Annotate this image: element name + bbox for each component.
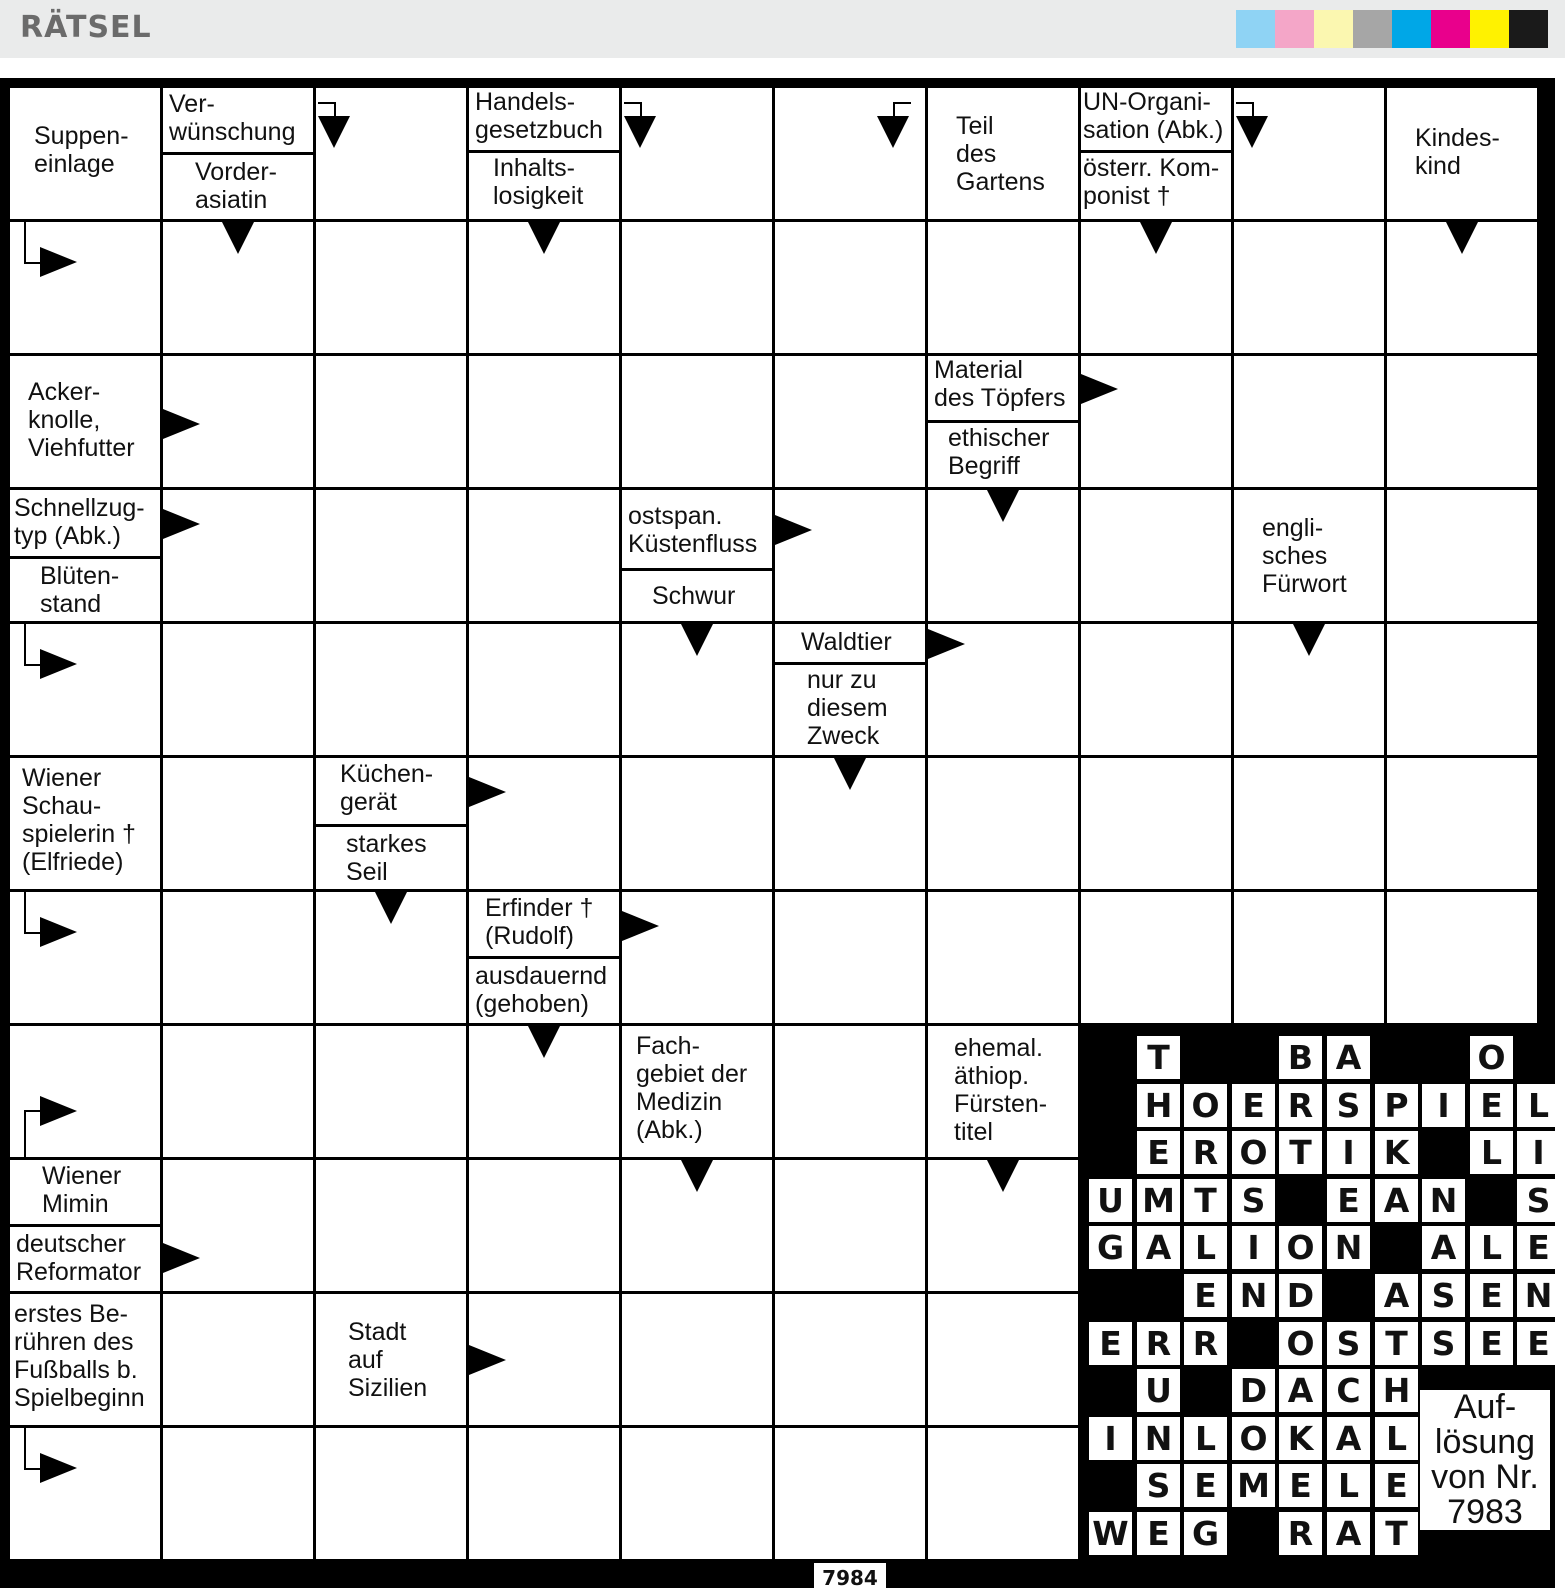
solution-letter: E bbox=[1184, 1274, 1227, 1317]
grid-cell[interactable] bbox=[1081, 892, 1231, 1023]
clue-text: Handels- gesetzbuch bbox=[475, 88, 603, 144]
grid-cell[interactable] bbox=[622, 222, 772, 353]
solution-letter: N bbox=[1327, 1226, 1370, 1269]
clue-text: Blüten- stand bbox=[40, 562, 120, 618]
grid-cell[interactable] bbox=[1081, 356, 1231, 487]
solution-letter: T bbox=[1375, 1512, 1418, 1555]
arrow-right-icon bbox=[469, 777, 506, 807]
grid-cell[interactable] bbox=[10, 1026, 160, 1157]
solution-letter: B bbox=[1279, 1036, 1322, 1079]
grid-cell[interactable] bbox=[163, 1294, 313, 1425]
grid-cell[interactable] bbox=[775, 490, 925, 621]
grid-cell[interactable] bbox=[775, 1428, 925, 1559]
grid-cell[interactable] bbox=[1387, 490, 1537, 621]
solution-letter: L bbox=[1327, 1464, 1370, 1507]
grid-cell[interactable] bbox=[928, 892, 1078, 1023]
arrow-right-icon bbox=[163, 509, 200, 539]
elbow-arrow-icon bbox=[624, 116, 656, 148]
solution-letter: E bbox=[1470, 1084, 1513, 1127]
solution-letter: H bbox=[1137, 1084, 1180, 1127]
solution-letter: R bbox=[1279, 1512, 1322, 1555]
grid-cell[interactable] bbox=[1081, 88, 1231, 219]
grid-cell[interactable] bbox=[316, 222, 466, 353]
solution-letter: O bbox=[1279, 1226, 1322, 1269]
elbow-arrow-icon bbox=[40, 1453, 77, 1483]
clue-divider bbox=[163, 152, 313, 155]
grid-cell[interactable] bbox=[163, 1160, 313, 1291]
solution-letter: T bbox=[1279, 1131, 1322, 1174]
grid-cell[interactable] bbox=[163, 88, 313, 219]
grid-cell[interactable] bbox=[469, 1428, 619, 1559]
solution-letter: A bbox=[1375, 1274, 1418, 1317]
grid-cell[interactable] bbox=[10, 1160, 160, 1291]
grid-cell[interactable] bbox=[1387, 758, 1537, 889]
solution-letter: S bbox=[1327, 1322, 1370, 1365]
solution-letter: I bbox=[1232, 1226, 1275, 1269]
grid-cell[interactable] bbox=[775, 222, 925, 353]
grid-cell[interactable] bbox=[316, 1026, 466, 1157]
arrow-down-icon bbox=[528, 222, 560, 254]
solution-letter: P bbox=[1375, 1084, 1418, 1127]
clue-text: Erfinder † (Rudolf) bbox=[485, 894, 594, 950]
solution-letter: I bbox=[1327, 1131, 1370, 1174]
solution-letter: O bbox=[1232, 1131, 1275, 1174]
arrow-down-icon bbox=[222, 222, 254, 254]
solution-letter: N bbox=[1422, 1179, 1465, 1222]
solution-letter: A bbox=[1327, 1417, 1370, 1460]
grid-cell[interactable] bbox=[1234, 758, 1384, 889]
grid-cell[interactable] bbox=[622, 88, 772, 219]
solution-letter: E bbox=[1089, 1322, 1132, 1365]
grid-cell[interactable] bbox=[10, 88, 160, 219]
solution-letter: L bbox=[1375, 1417, 1418, 1460]
color-swatch bbox=[1392, 10, 1431, 48]
clue-text: österr. Kom- ponist † bbox=[1083, 154, 1220, 210]
solution-letter: R bbox=[1184, 1322, 1227, 1365]
clue-text: Schwur bbox=[652, 582, 736, 610]
grid-cell[interactable] bbox=[163, 758, 313, 889]
grid-cell[interactable] bbox=[163, 892, 313, 1023]
grid-cell[interactable] bbox=[1387, 624, 1537, 755]
grid-cell[interactable] bbox=[1387, 88, 1537, 219]
solution-letter: E bbox=[1184, 1464, 1227, 1507]
solution-letter: E bbox=[1232, 1084, 1275, 1127]
clue-text: deutscher Reformator bbox=[16, 1230, 142, 1286]
grid-cell[interactable] bbox=[1234, 892, 1384, 1023]
grid-cell[interactable] bbox=[163, 222, 313, 353]
arrow-down-icon bbox=[681, 624, 713, 656]
solution-letter: T bbox=[1375, 1322, 1418, 1365]
grid-cell[interactable] bbox=[928, 88, 1078, 219]
solution-letter: W bbox=[1089, 1512, 1132, 1555]
clue-divider bbox=[622, 568, 772, 571]
clue-divider bbox=[469, 150, 619, 153]
clue-text: ethischer Begriff bbox=[948, 424, 1050, 480]
grid-cell[interactable] bbox=[1234, 624, 1384, 755]
grid-cell[interactable] bbox=[163, 356, 313, 487]
clue-text: nur zu diesem Zweck bbox=[807, 666, 888, 750]
grid-cell[interactable] bbox=[316, 1428, 466, 1559]
grid-cell[interactable] bbox=[469, 222, 619, 353]
grid-cell[interactable] bbox=[1234, 88, 1384, 219]
arrow-down-icon bbox=[681, 1160, 713, 1192]
clue-text: Teil des Gartens bbox=[956, 112, 1045, 196]
solution-letter: T bbox=[1137, 1036, 1180, 1079]
grid-cell[interactable] bbox=[163, 624, 313, 755]
grid-cell[interactable] bbox=[622, 624, 772, 755]
grid-cell[interactable] bbox=[469, 88, 619, 219]
solution-letter: O bbox=[1232, 1417, 1275, 1460]
grid-cell[interactable] bbox=[469, 490, 619, 621]
arrow-right-icon bbox=[622, 911, 659, 941]
grid-cell[interactable] bbox=[1387, 222, 1537, 353]
arrow-right-icon bbox=[163, 1243, 200, 1273]
solution-letter: S bbox=[1327, 1084, 1370, 1127]
arrow-right-icon bbox=[775, 515, 812, 545]
solution-letter: L bbox=[1184, 1226, 1227, 1269]
grid-cell[interactable] bbox=[775, 1026, 925, 1157]
arrow-down-icon bbox=[1293, 624, 1325, 656]
clue-divider bbox=[469, 956, 619, 959]
solution-letter: A bbox=[1137, 1226, 1180, 1269]
grid-cell[interactable] bbox=[622, 758, 772, 889]
clue-text: Wiener Mimin bbox=[42, 1162, 122, 1218]
arrow-down-icon bbox=[375, 892, 407, 924]
grid-cell[interactable] bbox=[10, 1428, 160, 1559]
solution-letter: G bbox=[1184, 1512, 1227, 1555]
grid-cell[interactable] bbox=[10, 356, 160, 487]
grid-cell[interactable] bbox=[928, 356, 1078, 487]
grid-cell[interactable] bbox=[316, 1294, 466, 1425]
solution-letter: I bbox=[1089, 1417, 1132, 1460]
solution-letter: S bbox=[1422, 1322, 1465, 1365]
solution-letter: K bbox=[1279, 1417, 1322, 1460]
clue-divider bbox=[1081, 150, 1231, 153]
color-swatch bbox=[1275, 10, 1314, 48]
arrow-right-icon bbox=[163, 409, 200, 439]
grid-cell[interactable] bbox=[1234, 222, 1384, 353]
clue-text: ehemal. äthiop. Fürsten- titel bbox=[954, 1034, 1048, 1146]
clue-text: Acker- knolle, Viehfutter bbox=[28, 378, 135, 462]
arrow-down-icon bbox=[987, 1160, 1019, 1192]
grid-cell[interactable] bbox=[1387, 356, 1537, 487]
clue-divider bbox=[10, 1224, 160, 1227]
grid-cell[interactable] bbox=[1081, 758, 1231, 889]
solution-letter: H bbox=[1375, 1369, 1418, 1412]
grid-cell[interactable] bbox=[469, 758, 619, 889]
clue-text: erstes Be- rühren des Fußballs b. Spielbeginn bbox=[14, 1300, 145, 1412]
puzzle-number: 7984 bbox=[814, 1563, 886, 1588]
clue-divider bbox=[775, 662, 925, 665]
solution-letter: R bbox=[1137, 1322, 1180, 1365]
grid-cell[interactable] bbox=[928, 1428, 1078, 1559]
grid-cell[interactable] bbox=[928, 1294, 1078, 1425]
color-swatch bbox=[1236, 10, 1275, 48]
grid-cell[interactable] bbox=[469, 1294, 619, 1425]
solution-letter: T bbox=[1184, 1179, 1227, 1222]
solution-letter: O bbox=[1470, 1036, 1513, 1079]
clue-text: ausdauernd (gehoben) bbox=[475, 962, 608, 1018]
grid-cell[interactable] bbox=[1081, 624, 1231, 755]
solution-letter: R bbox=[1184, 1131, 1227, 1174]
solution-letter: L bbox=[1470, 1226, 1513, 1269]
grid-cell[interactable] bbox=[775, 356, 925, 487]
grid-cell[interactable] bbox=[622, 490, 772, 621]
clue-text: Material des Töpfers bbox=[934, 356, 1066, 412]
solution-letter: S bbox=[1137, 1464, 1180, 1507]
solution-letter: E bbox=[1470, 1274, 1513, 1317]
solution-letter: A bbox=[1327, 1512, 1370, 1555]
grid-cell[interactable] bbox=[163, 1026, 313, 1157]
solution-letter: A bbox=[1279, 1369, 1322, 1412]
clue-text: Waldtier bbox=[801, 628, 892, 656]
solution-letter: S bbox=[1517, 1179, 1560, 1222]
grid-cell[interactable] bbox=[928, 222, 1078, 353]
solution-letter: K bbox=[1375, 1131, 1418, 1174]
solution-letter: S bbox=[1232, 1179, 1275, 1222]
solution-letter: O bbox=[1279, 1322, 1322, 1365]
grid-cell[interactable] bbox=[928, 1026, 1078, 1157]
solution-letter: I bbox=[1422, 1084, 1465, 1127]
solution-letter: D bbox=[1232, 1369, 1275, 1412]
clue-text: Ver- wünschung bbox=[169, 90, 296, 146]
clue-text: Küchen- gerät bbox=[340, 760, 434, 816]
solution-letter: M bbox=[1137, 1179, 1180, 1222]
grid-cell[interactable] bbox=[622, 1428, 772, 1559]
solution-letter: C bbox=[1327, 1369, 1370, 1412]
grid-cell[interactable] bbox=[775, 88, 925, 219]
solution-letter: A bbox=[1422, 1226, 1465, 1269]
grid-cell[interactable] bbox=[775, 892, 925, 1023]
clue-text: Vorder- asiatin bbox=[195, 158, 277, 214]
clue-text: Stadt auf Sizilien bbox=[348, 1318, 428, 1402]
solution-letter: E bbox=[1517, 1322, 1560, 1365]
arrow-right-icon bbox=[1081, 374, 1118, 404]
clue-text: Suppen- einlage bbox=[34, 122, 129, 178]
grid-cell[interactable] bbox=[928, 490, 1078, 621]
grid-cell[interactable] bbox=[10, 624, 160, 755]
arrow-right-icon bbox=[928, 629, 965, 659]
page-title: RÄTSEL bbox=[20, 10, 152, 45]
grid-cell[interactable] bbox=[622, 892, 772, 1023]
grid-cell[interactable] bbox=[1081, 490, 1231, 621]
grid-cell[interactable] bbox=[775, 758, 925, 889]
solution-letter: N bbox=[1232, 1274, 1275, 1317]
solution-letter: L bbox=[1184, 1417, 1227, 1460]
grid-cell[interactable] bbox=[316, 758, 466, 889]
solution-letter: E bbox=[1137, 1512, 1180, 1555]
grid-cell[interactable] bbox=[316, 1160, 466, 1291]
solution-letter: L bbox=[1517, 1084, 1560, 1127]
solution-letter: S bbox=[1422, 1274, 1465, 1317]
grid-cell[interactable] bbox=[163, 1428, 313, 1559]
solution-letter: U bbox=[1089, 1179, 1132, 1222]
arrow-right-icon bbox=[469, 1345, 506, 1375]
grid-cell[interactable] bbox=[775, 1160, 925, 1291]
grid-cell[interactable] bbox=[10, 490, 160, 621]
solution-letter: A bbox=[1375, 1179, 1418, 1222]
grid-cell[interactable] bbox=[10, 1294, 160, 1425]
arrow-down-icon bbox=[1140, 222, 1172, 254]
solution-letter: E bbox=[1375, 1464, 1418, 1507]
grid-cell[interactable] bbox=[316, 490, 466, 621]
grid-cell[interactable] bbox=[622, 1294, 772, 1425]
arrow-down-icon bbox=[987, 490, 1019, 522]
arrow-down-icon bbox=[834, 758, 866, 790]
arrow-down-icon bbox=[528, 1026, 560, 1058]
grid-cell[interactable] bbox=[469, 1026, 619, 1157]
clue-text: Wiener Schau- spielerin † (Elfriede) bbox=[22, 764, 136, 876]
color-swatch bbox=[1470, 10, 1509, 48]
solution-letter: O bbox=[1184, 1084, 1227, 1127]
clue-text: starkes Seil bbox=[346, 830, 427, 886]
color-swatch bbox=[1353, 10, 1392, 48]
solution-letter: E bbox=[1517, 1226, 1560, 1269]
clue-divider bbox=[928, 420, 1078, 423]
clue-text: ostspan. Küstenfluss bbox=[628, 502, 758, 558]
solution-letter: E bbox=[1470, 1322, 1513, 1365]
solution-letter: U bbox=[1137, 1369, 1180, 1412]
clue-text: Schnellzug- typ (Abk.) bbox=[14, 494, 145, 550]
grid-cell[interactable] bbox=[1081, 222, 1231, 353]
grid-cell[interactable] bbox=[10, 222, 160, 353]
grid-cell[interactable] bbox=[316, 88, 466, 219]
grid-cell[interactable] bbox=[163, 490, 313, 621]
solution-letter: R bbox=[1279, 1084, 1322, 1127]
solution-letter: I bbox=[1517, 1131, 1560, 1174]
header-bar bbox=[0, 0, 1565, 58]
grid-cell[interactable] bbox=[469, 1160, 619, 1291]
solution-letter: G bbox=[1089, 1226, 1132, 1269]
color-swatch bbox=[1509, 10, 1548, 48]
grid-cell[interactable] bbox=[469, 892, 619, 1023]
grid-cell[interactable] bbox=[10, 892, 160, 1023]
solution-letter: D bbox=[1279, 1274, 1322, 1317]
grid-cell[interactable] bbox=[316, 892, 466, 1023]
grid-cell[interactable] bbox=[622, 1160, 772, 1291]
grid-cell[interactable] bbox=[928, 1160, 1078, 1291]
solution-letter: E bbox=[1279, 1464, 1322, 1507]
grid-cell[interactable] bbox=[316, 356, 466, 487]
elbow-arrow-icon bbox=[40, 1096, 77, 1126]
solution-letter: N bbox=[1517, 1274, 1560, 1317]
solution-note: Auf- lösung von Nr. 7983 bbox=[1420, 1390, 1550, 1530]
clue-divider bbox=[10, 556, 160, 559]
clue-text: Fach- gebiet der Medizin (Abk.) bbox=[636, 1032, 748, 1144]
grid-cell[interactable] bbox=[928, 758, 1078, 889]
grid-cell[interactable] bbox=[775, 1294, 925, 1425]
solution-letter: A bbox=[1327, 1036, 1370, 1079]
solution-letter: E bbox=[1327, 1179, 1370, 1222]
solution-letter: L bbox=[1470, 1131, 1513, 1174]
arrow-down-icon bbox=[1446, 222, 1478, 254]
grid-cell[interactable] bbox=[316, 624, 466, 755]
grid-cell[interactable] bbox=[1234, 356, 1384, 487]
clue-text: UN-Organi- sation (Abk.) bbox=[1083, 88, 1224, 144]
clue-text: Inhalts- losigkeit bbox=[493, 154, 584, 210]
elbow-arrow-icon bbox=[877, 116, 909, 148]
elbow-arrow-icon bbox=[40, 649, 77, 679]
solution-letter: E bbox=[1137, 1131, 1180, 1174]
grid-cell[interactable] bbox=[1234, 490, 1384, 621]
grid-cell[interactable] bbox=[10, 758, 160, 889]
elbow-arrow-icon bbox=[40, 917, 77, 947]
grid-cell[interactable] bbox=[469, 624, 619, 755]
grid-cell[interactable] bbox=[622, 356, 772, 487]
elbow-arrow-icon bbox=[40, 247, 77, 277]
color-swatch bbox=[1431, 10, 1470, 48]
color-swatch bbox=[1314, 10, 1353, 48]
color-swatches bbox=[1236, 10, 1548, 48]
solution-letter: M bbox=[1232, 1464, 1275, 1507]
grid-cell[interactable] bbox=[622, 1026, 772, 1157]
solution-letter: N bbox=[1137, 1417, 1180, 1460]
grid-cell[interactable] bbox=[1387, 892, 1537, 1023]
clue-text: engli- sches Fürwort bbox=[1262, 514, 1347, 598]
grid-cell[interactable] bbox=[775, 624, 925, 755]
grid-cell[interactable] bbox=[469, 356, 619, 487]
clue-text: Kindes- kind bbox=[1415, 124, 1500, 180]
grid-cell[interactable] bbox=[928, 624, 1078, 755]
clue-divider bbox=[316, 824, 466, 827]
elbow-arrow-icon bbox=[1236, 116, 1268, 148]
elbow-arrow-icon bbox=[318, 116, 350, 148]
